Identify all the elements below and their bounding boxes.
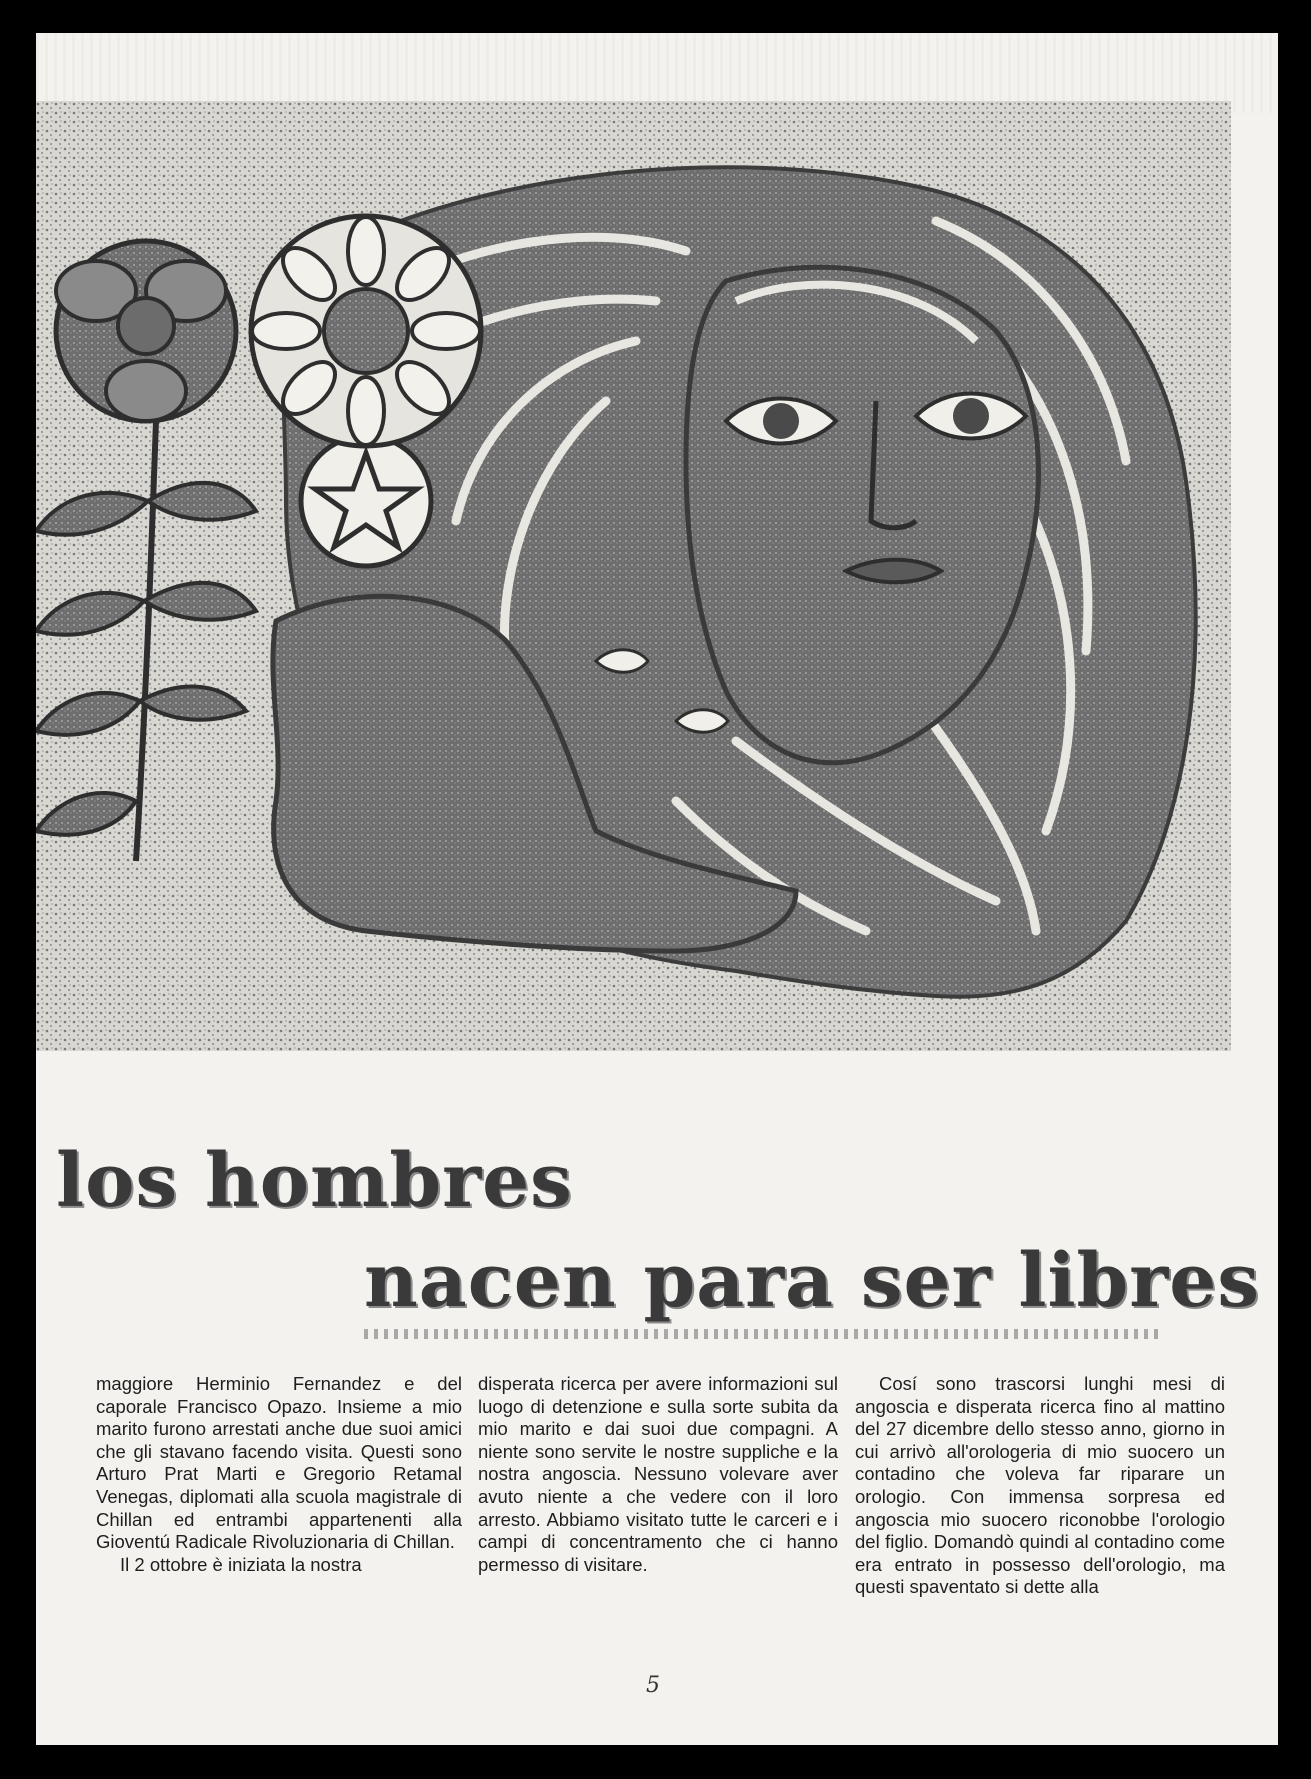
paragraph: disperata ricerca per avere informazioni sul luogo di detenzione e sulla sorte subita da mio marito e dai suoi due compagni. A niente sono servite le nostre suppliche e la nostra angoscia. Nessuno volevare aver avuto niente a che vedere con il loro arresto. Abbiamo visitato tutte le carceri e i campi di concentramento che ci hanno permesso di visitare. [478,1373,838,1575]
flower-icon [251,216,481,446]
scanned-page [36,33,1278,1745]
page-number: 5 [646,1673,660,1698]
article-title-line-1: los hombres [56,1138,573,1224]
text-column-3 [855,1373,1225,1599]
woodcut-illustration [36,101,1236,1051]
text-column-2 [478,1373,838,1576]
star-icon [301,436,431,566]
title-underline [364,1329,1164,1339]
paragraph: Il 2 ottobre è iniziata la nostra [120,1553,362,1575]
text-column-1 [96,1373,462,1576]
mouth [846,560,941,583]
flower-icon [56,241,236,421]
article-title-line-2: nacen para ser libres [364,1238,1261,1324]
paragraph: maggiore Herminio Fernandez e del caporale Francisco Opazo. Insieme a mio marito furono arrestati anche due suoi amici che gli stavano facendo visita. Questi sono Arturo Prat Marti e Gregorio Retamal Venegas, diplomati alla scuola magistrale di Chillan ed entrambi appartenenti alla Gioventú Radicale Rivoluzionaria di Chillan. [96,1373,462,1553]
paragraph: Cosí sono trascorsi lunghi mesi di angoscia e disperata ricerca fino al mattino del 27 dicembre dello stesso anno, giorno in cui arrivò all'orologeria di mio suocero un contadino che voleva far riparare un orologio. Con immensa sorpresa ed angoscia mio suocero riconobbe l'orologio del figlio. Domandò quindi al contadino come era entrato in possesso dell'orologio, ma questi spaventato si dette alla [855,1373,1225,1598]
